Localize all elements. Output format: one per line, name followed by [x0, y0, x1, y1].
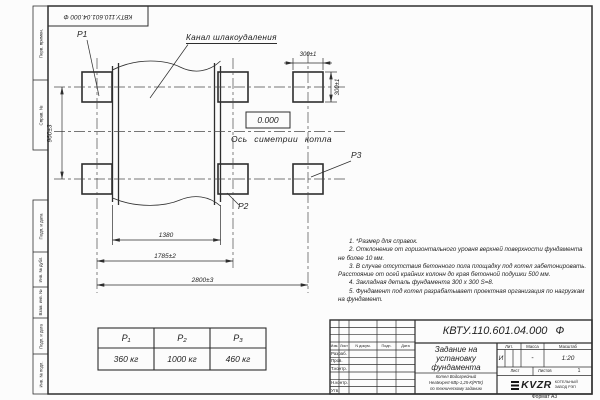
scale-header: Масштаб: [559, 343, 577, 349]
company-name: [555, 380, 578, 389]
loads-table-value-p3: 460 кг: [225, 354, 251, 364]
company-line-1: КОТЕЛЬНЫЙ: [554, 380, 578, 385]
format-label: Формат А3: [531, 394, 558, 400]
sheet-label: Лист: [510, 368, 520, 373]
dim-1785-label: 1785±2: [154, 252, 176, 260]
company-line-2: ЗАВОД РЭП: [554, 384, 576, 389]
loads-table-value-p2: 1000 кг: [167, 354, 197, 364]
margin-label-inv-podl: Инв. № подл.: [38, 360, 43, 388]
col-header-list: Лист: [340, 343, 348, 348]
margin-label-perv-primen: Перв. примен.: [38, 28, 43, 58]
col-header-izm: Изм.: [330, 343, 339, 348]
kvzr-logo: [497, 376, 592, 395]
break-lines: [113, 61, 221, 206]
load-point-p2-label: Р2: [238, 201, 249, 211]
subtitle-line-3: по техническому заданию: [430, 386, 482, 391]
col-header-data: Дата: [401, 343, 410, 348]
sheets-label: Листов: [538, 368, 552, 373]
row-label-prov: Пров.: [331, 358, 343, 364]
margin-label-podp-data-1: Подп. и дата: [38, 213, 43, 239]
dim-pad-height-label: 300±1: [334, 78, 341, 96]
lit-value: И: [498, 354, 504, 362]
dim-2800-label: 2800±3: [191, 276, 214, 284]
mass-value: -: [531, 354, 534, 362]
title-line-1: Задание на: [434, 344, 478, 354]
slag-channel: [113, 63, 221, 205]
title-block-designation: КВТУ.110.601.04.000 Ф: [442, 325, 565, 337]
kvzr-logo-mark: [511, 380, 519, 390]
margin-label-podp-data-2: Подп. и дата: [38, 323, 43, 349]
slag-channel-label: Канал шлакоудаления: [186, 33, 277, 42]
loads-table-header-p3: Р₃: [233, 333, 243, 343]
dim-pad-width-label: 300±1: [299, 52, 317, 58]
note-4: 4. Закладная деталь фундамента 300 x 300 S=8.: [349, 279, 494, 287]
dim-1380-label: 1380: [158, 231, 174, 239]
note-5: 5. Фундамент под котел разрабатывает проектная организация по нагрузкам на фундамент.: [338, 287, 585, 303]
row-label-razrab: Разраб.: [331, 351, 347, 356]
margin-label-inv-dubl: Инв. № дубл.: [38, 256, 43, 283]
load-point-p3-label: Р3: [351, 150, 362, 160]
mass-header: Масса: [526, 343, 539, 349]
lit-header: Лит.: [505, 343, 513, 349]
boiler-symmetry-axis-label: Ось симетрии котла: [231, 134, 333, 144]
title-line-2: установку: [436, 353, 476, 363]
kvzr-logo-text: KVZR: [521, 378, 552, 391]
dim-960-label: 960±3: [46, 123, 54, 143]
row-label-nkontr: Н.контр.: [331, 380, 348, 386]
margin-label-sprav-no: Справ. №: [38, 105, 43, 125]
title-line-3: фундамента: [431, 362, 481, 372]
scale-value: 1:20: [561, 354, 575, 362]
col-header-doc: N докум.: [355, 343, 371, 348]
note-3: 3. В случае отсутствия бетонного пола площадку под котел забетонировать. Расстояние от осей крайних колонн до края бетонной подушки 500 мм.: [338, 262, 587, 278]
sheets-value: 1: [577, 368, 581, 374]
note-1: 1. *Размер для справок.: [349, 238, 418, 245]
row-label-utv: Утв.: [331, 387, 340, 393]
loads-table-value-p1: 360 кг: [113, 354, 139, 364]
loads-table-header-p2: Р₂: [177, 333, 187, 343]
subtitle-line-1: Котел Водогрейный: [435, 374, 477, 379]
margin-label-vzam-inv: Взам. инв. №: [38, 289, 43, 316]
top-designation-stamp: КВТУ.110.601.04.000 Ф: [63, 13, 133, 20]
note-2: 2. Отклонение от горизонтального уровня верхней поверхности фундамента не более 10 мм.: [338, 246, 583, 262]
load-point-p1-label: Р1: [77, 29, 88, 39]
elevation-mark: 0.000: [257, 115, 279, 125]
notes-block: [338, 238, 588, 304]
col-header-podp: Подп.: [381, 343, 392, 348]
subtitle-line-2: Heatexpert-КВр-1,25-К(РПК): [429, 380, 483, 385]
row-label-tkontr: Т.контр.: [331, 365, 347, 371]
loads-table-header-p1: Р₁: [121, 333, 131, 343]
